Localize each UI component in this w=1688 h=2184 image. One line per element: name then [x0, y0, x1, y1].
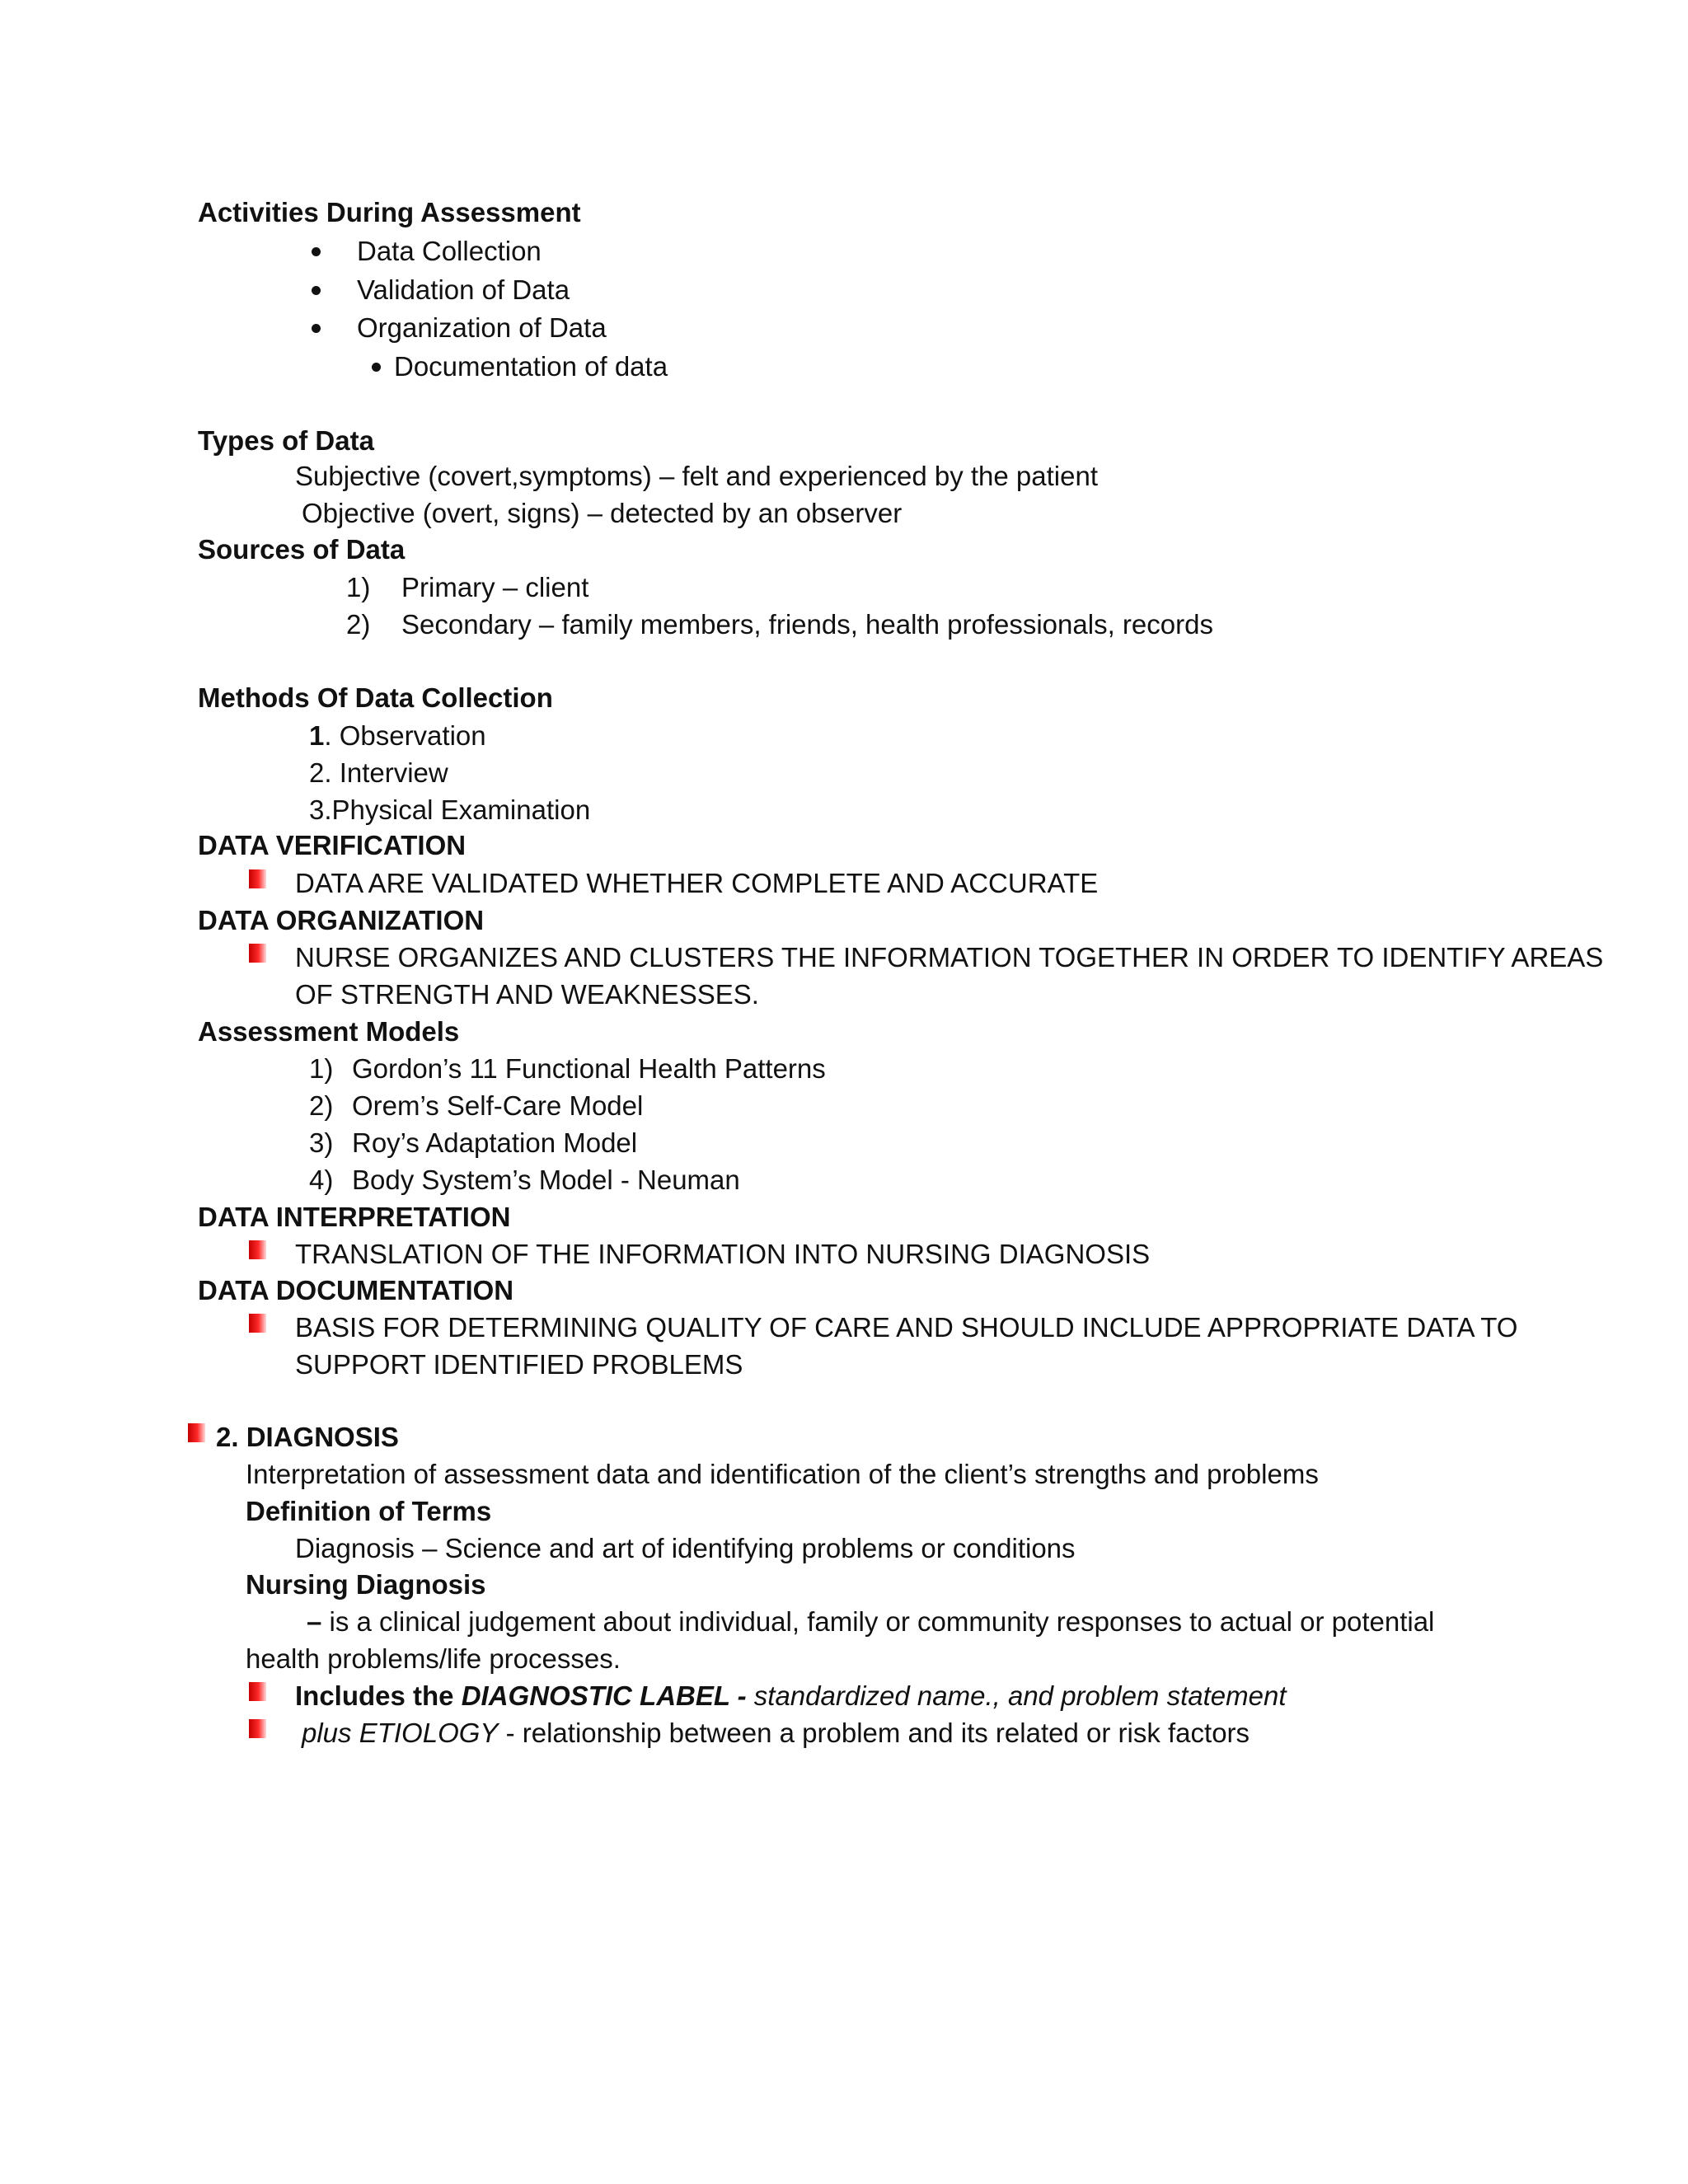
diagnostic-label-rest: standardized name., and problem statement	[746, 1680, 1287, 1711]
red-square-bullet-icon	[249, 1240, 266, 1259]
red-square-bullet-icon	[188, 1423, 205, 1442]
heading-activities: Activities During Assessment	[198, 197, 581, 227]
documentation-text-line1: BASIS FOR DETERMINING QUALITY OF CARE AND SHOULD INCLUDE APPROPRIATE DATA TO	[295, 1312, 1518, 1343]
diagnostic-label-line	[295, 1680, 1287, 1713]
nursing-diagnosis-line2: health problems/life processes.	[246, 1643, 621, 1674]
heading-sources-of-data: Sources of Data	[198, 534, 406, 565]
heading-data-interpretation: DATA INTERPRETATION	[198, 1202, 511, 1232]
list-item: Roy’s Adaptation Model	[352, 1127, 638, 1158]
bullet-dot-icon	[372, 363, 381, 372]
heading-data-documentation: DATA DOCUMENTATION	[198, 1275, 514, 1305]
verification-text: DATA ARE VALIDATED WHETHER COMPLETE AND ACCURATE	[295, 868, 1099, 898]
list-item: 3.Physical Examination	[309, 794, 591, 825]
heading-methods: Methods Of Data Collection	[198, 682, 553, 713]
list-item: Secondary – family members, friends, health professionals, records	[401, 609, 1213, 640]
list-number: 2)	[346, 609, 371, 640]
list-item: Organization of Data	[357, 312, 607, 343]
organization-text-line1: NURSE ORGANIZES AND CLUSTERS THE INFORMATION TOGETHER IN ORDER TO IDENTIFY AREAS	[295, 942, 1604, 972]
diagnosis-intro: Interpretation of assessment data and identification of the client’s strengths and problems	[246, 1459, 1319, 1489]
etiology-rest: - relationship between a problem and its related or risk factors	[498, 1718, 1250, 1748]
red-square-bullet-icon	[249, 1314, 266, 1333]
definition-text: Diagnosis – Science and art of identifying problems or conditions	[295, 1533, 1076, 1563]
dash: –	[307, 1606, 322, 1637]
list-subitem: Documentation of data	[394, 351, 668, 382]
heading-diagnosis: 2. DIAGNOSIS	[216, 1422, 399, 1452]
diagnostic-label: DIAGNOSTIC LABEL -	[461, 1680, 747, 1711]
list-item: Orem’s Self-Care Model	[352, 1090, 644, 1121]
list-number: 1)	[309, 1053, 334, 1084]
red-square-bullet-icon	[249, 1682, 266, 1701]
list-number: 4)	[309, 1165, 334, 1195]
heading-types-of-data: Types of Data	[198, 425, 374, 456]
etiology-line	[302, 1717, 1250, 1750]
red-square-bullet-icon	[249, 869, 266, 888]
nursing-diagnosis-text: is a clinical judgement about individual, family or community responses to actual or potential	[321, 1606, 1435, 1637]
documentation-text-line2: SUPPORT IDENTIFIED PROBLEMS	[295, 1349, 743, 1380]
list-item: Validation of Data	[357, 274, 570, 305]
list-item: Primary – client	[401, 572, 589, 602]
heading-nursing-diagnosis: Nursing Diagnosis	[246, 1569, 486, 1600]
list-item: Data Collection	[357, 236, 542, 266]
bullet-dot-icon	[312, 286, 321, 295]
red-square-bullet-icon	[249, 944, 266, 963]
heading-data-organization: DATA ORGANIZATION	[198, 905, 485, 935]
list-item	[309, 719, 486, 752]
list-item: Gordon’s 11 Functional Health Patterns	[352, 1053, 826, 1084]
organization-text-line2: OF STRENGTH AND WEAKNESSES.	[295, 979, 759, 1010]
list-number: 1	[309, 720, 325, 751]
bold-prefix: Includes the	[295, 1680, 462, 1711]
bullet-dot-icon	[312, 324, 321, 333]
list-item-text: . Observation	[324, 720, 486, 751]
heading-assessment-models: Assessment Models	[198, 1016, 460, 1047]
list-item: 2. Interview	[309, 757, 448, 788]
heading-definition-of-terms: Definition of Terms	[246, 1496, 492, 1526]
list-number: 3)	[309, 1127, 334, 1158]
red-square-bullet-icon	[249, 1719, 266, 1738]
bullet-dot-icon	[312, 247, 321, 256]
list-item: Body System’s Model - Neuman	[352, 1165, 740, 1195]
etiology-term: plus ETIOLOGY	[302, 1718, 499, 1748]
list-number: 1)	[346, 572, 371, 602]
nursing-diagnosis-line1	[307, 1605, 1434, 1638]
interpretation-text: TRANSLATION OF THE INFORMATION INTO NURSING DIAGNOSIS	[295, 1239, 1151, 1269]
list-number: 2)	[309, 1090, 334, 1121]
objective-data-text: Objective (overt, signs) – detected by an observer	[302, 498, 903, 528]
subjective-data-text: Subjective (covert,symptoms) – felt and experienced by the patient	[295, 461, 1098, 491]
heading-data-verification: DATA VERIFICATION	[198, 830, 467, 860]
